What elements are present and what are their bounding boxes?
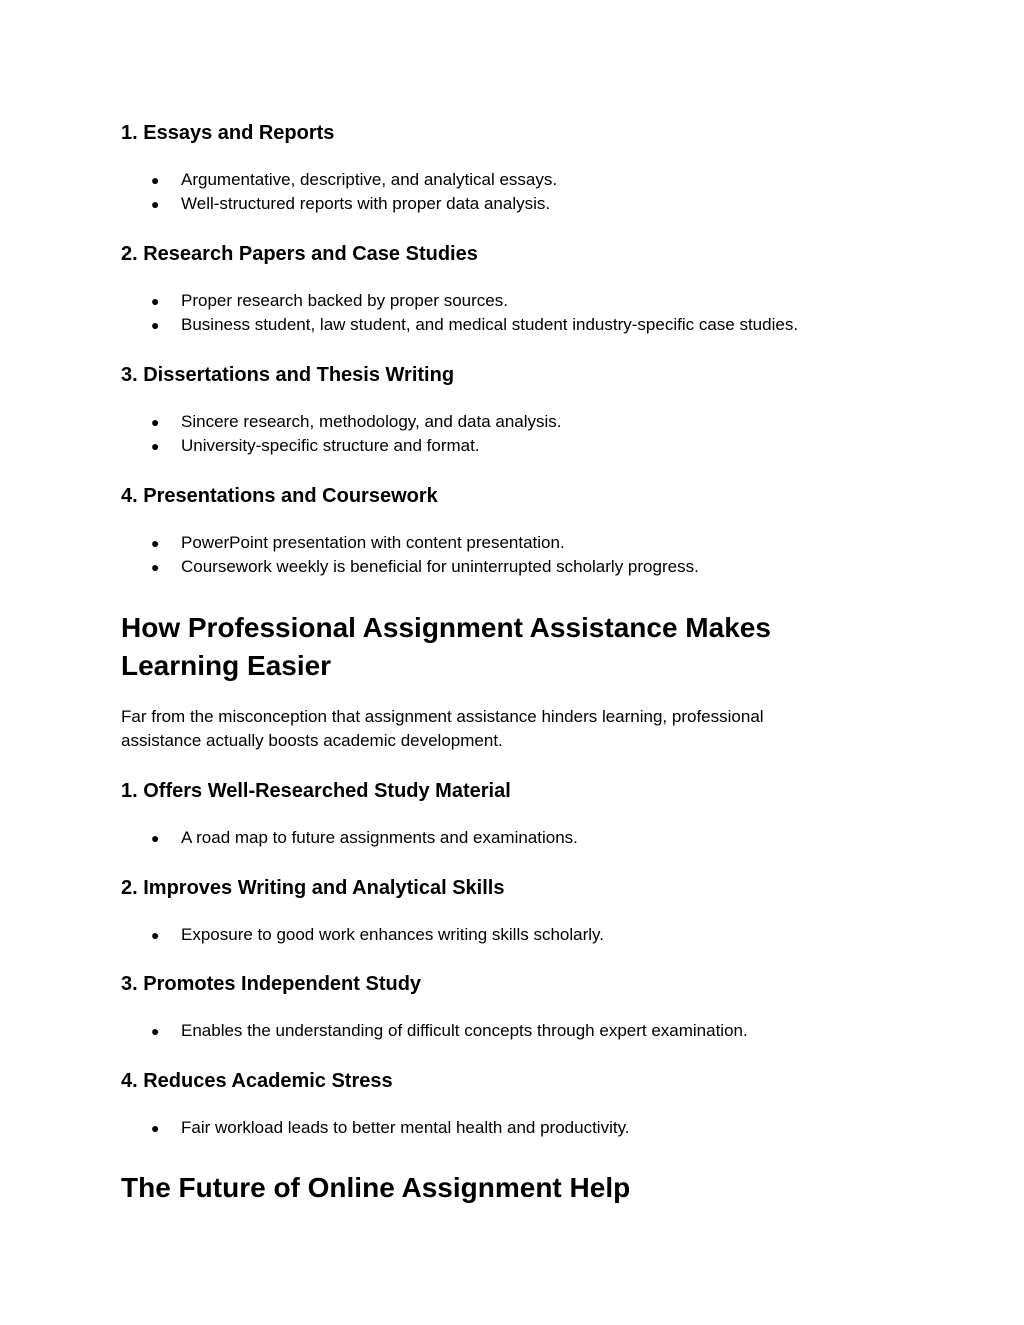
section-heading: 3. Dissertations and Thesis Writing [121, 364, 455, 386]
bullet-icon: ● [151, 830, 160, 846]
section-heading: 4. Reduces Academic Stress [121, 1070, 393, 1092]
section-heading: 2. Research Papers and Case Studies [121, 243, 478, 265]
list-item-text: PowerPoint presentation with content presentation. [181, 533, 565, 552]
bullet-icon: ● [151, 414, 160, 430]
list-item-text: Argumentative, descriptive, and analytical essays. [181, 170, 558, 189]
bullet-icon: ● [151, 1023, 160, 1039]
list-item [0, 1019, 1024, 1043]
section-heading: 3. Promotes Independent Study [121, 973, 422, 995]
bullet-icon: ● [151, 927, 160, 943]
list-item-text: Fair workload leads to better mental health and productivity. [181, 1118, 630, 1137]
list-item [0, 313, 1024, 337]
bullet-icon: ● [151, 438, 160, 454]
section-heading: 4. Presentations and Coursework [121, 485, 438, 507]
bullet-icon: ● [151, 317, 160, 333]
section-heading: 1. Essays and Reports [121, 122, 335, 144]
list-item [0, 555, 1024, 579]
list-item [0, 531, 1024, 555]
main-heading-line-2: Learning Easier [121, 650, 332, 681]
final-heading: The Future of Online Assignment Help [121, 1172, 631, 1203]
section-heading: 1. Offers Well-Researched Study Material [121, 780, 511, 802]
list-item [0, 434, 1024, 458]
list-item-text: Business student, law student, and medical student industry-specific case studies. [181, 315, 799, 334]
list-item-text: Sincere research, methodology, and data analysis. [181, 412, 562, 431]
list-item-text: A road map to future assignments and examinations. [181, 828, 578, 847]
list-item-text: Well-structured reports with proper data analysis. [181, 194, 551, 213]
section-heading: 2. Improves Writing and Analytical Skills [121, 877, 505, 899]
bullet-icon: ● [151, 1120, 160, 1136]
bullet-icon: ● [151, 196, 160, 212]
list-item-text: Exposure to good work enhances writing skills scholarly. [181, 925, 604, 944]
list-item [0, 923, 1024, 947]
list-item [0, 289, 1024, 313]
list-item [0, 168, 1024, 192]
list-item [0, 192, 1024, 216]
list-item [0, 826, 1024, 850]
main-heading-line-1: How Professional Assignment Assistance Makes [121, 612, 771, 643]
bullet-icon: ● [151, 559, 160, 575]
intro-paragraph-line-2: assistance actually boosts academic development. [121, 731, 503, 750]
intro-paragraph-line-1: Far from the misconception that assignment assistance hinders learning, professional [121, 707, 764, 726]
list-item-text: Coursework weekly is beneficial for uninterrupted scholarly progress. [181, 557, 699, 576]
list-item [0, 1116, 1024, 1140]
list-item-text: Proper research backed by proper sources. [181, 291, 508, 310]
bullet-icon: ● [151, 172, 160, 188]
bullet-icon: ● [151, 293, 160, 309]
list-item-text: University-specific structure and format. [181, 436, 480, 455]
bullet-icon: ● [151, 535, 160, 551]
list-item [0, 410, 1024, 434]
list-item-text: Enables the understanding of difficult concepts through expert examination. [181, 1021, 748, 1040]
